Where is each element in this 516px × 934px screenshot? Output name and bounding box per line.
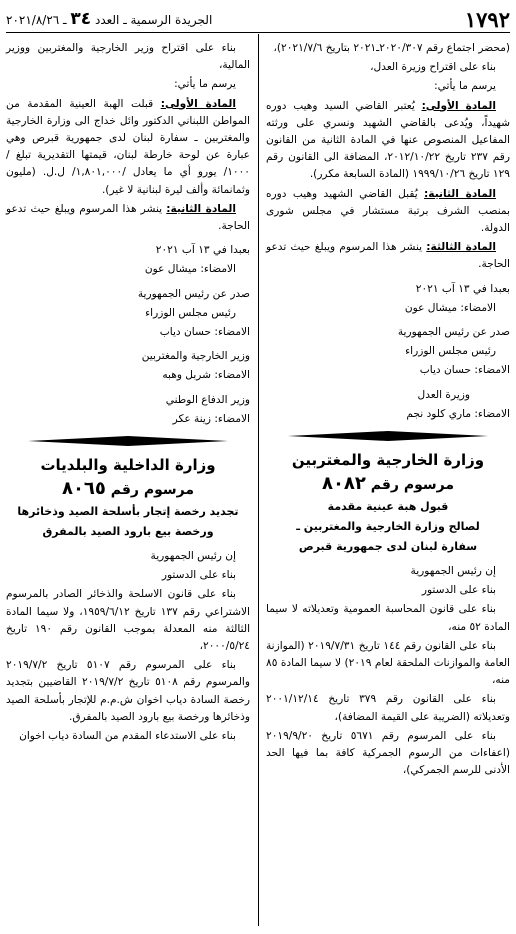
defense-minister-title: وزير الدفاع الوطني [165, 393, 250, 406]
legal-basis: بناء على القانون رقم ١٤٤ تاريخ ٢٠١٩/٧/٣١ (الموازنة العامة والموازنات الملحقة لعام ٢٠١٩) لا سيما المادة ٨٥ منه، [266, 639, 510, 687]
based-on-proposal: بناء على اقتراح وزيرة العدل، [370, 61, 496, 74]
legal-basis: بناء على المرسوم رقم ٥١٠٧ تاريخ ٢٠١٩/٧/٢ والمرسوم رقم ٥١٠٨ تاريخ ٢٠١٩/٧/٢ القاضيين بتجديد رخصة السادة دياب اخوان ش.م.م للإتجار بأسلحة الصيد وذخائرها ورخصة بيع بارود الصيد بالمفرق. [6, 659, 250, 723]
decree-subject-line: تجديد رخصة إتجار بأسلحة الصيد وذخائرها [17, 505, 239, 519]
foreign-minister-signature: الامضاء: شربل وهبه [162, 369, 250, 382]
minister-signature: الامضاء: ماري كلود نجم [406, 407, 510, 420]
article-label: المادة الأولى: [421, 99, 496, 112]
section-separator [6, 430, 250, 452]
minister-title: وزيرة العدل [417, 388, 470, 401]
decree-number: ٨٠٦٥ [61, 478, 106, 500]
decree-heading [6, 478, 250, 501]
article-2 [6, 201, 250, 235]
issued-by: صدر عن رئيس الجمهورية [137, 287, 250, 300]
section-separator [266, 425, 510, 447]
pm-title: رئيس مجلس الوزراء [405, 345, 496, 358]
decree-subject-line: لصالح وزارة الخارجية والمغتربين ـ [296, 520, 480, 534]
pm-title: رئيس مجلس الوزراء [145, 306, 236, 319]
article-text: يُقبل القاضي الشهيد وهيب دوره بمنصب الشرف برتبة مستشار في مجلس شورى الدولة. [266, 187, 510, 235]
ministry-heading: وزارة الخارجية والمغتربين [291, 451, 485, 470]
running-head [6, 9, 212, 29]
article-label: المادة الثانية: [166, 202, 236, 215]
decrees-line: يرسم ما يأتي: [434, 80, 496, 93]
based-on-proposal: بناء على اقتراح وزير الخارجية والمغتربين ووزير المالية، [6, 42, 250, 72]
article-1 [6, 96, 250, 199]
page-header [6, 6, 510, 33]
article-3 [266, 239, 510, 273]
date-line: بعبدا في ١٣ آب ٢٠٢١ [155, 244, 250, 257]
meeting-minutes-line: (محضر اجتماع رقم ٢٠٢٠/٣٠٧ـ٢٠٢١ بتاريخ ٢٠٢١/٧/٦)، [273, 42, 510, 54]
decree-subject-line: قبول هبة عينية مقدمة [327, 500, 449, 514]
legal-basis: بناء على القانون رقم ٣٧٩ تاريخ ٢٠٠١/١٢/١٤ وتعديلاته (الضريبة على القيمة المضافة)، [266, 693, 510, 723]
article-text: ينشر هذا المرسوم ويبلغ حيث تدعو الحاجة. [6, 202, 250, 233]
president-line: إن رئيس الجمهورية [410, 565, 496, 578]
legal-basis: بناء على الاستدعاء المقدم من السادة دياب اخوان [19, 730, 236, 743]
article-label: المادة الثانية: [424, 187, 496, 200]
left-column [6, 40, 250, 747]
constitution-line: بناء على الدستور [421, 584, 496, 597]
ministry-heading: وزارة الداخلية والبلديات [40, 456, 216, 475]
article-text: قبلت الهبة العينية المقدمة من المواطن اللبناني الدكتور وائل خداج الى وزارة الخارجية والمغتربين ـ سفارة لبنان لدى جمهورية قبرص وهي عبارة عن لوحة خارطة لبنان، قيمتها التقديرية تبلغ /١٠٠٠/ يورو أي ما يعادل /١,٨٠١,٠٠٠/ ل.ل. (مليون وثمانمائة وألف ليرة لبنانية لا غير). [6, 97, 250, 196]
right-column [266, 40, 510, 782]
gazette-title: الجريدة الرسمية ـ العدد [94, 13, 213, 27]
president-signature: الامضاء: ميشال عون [404, 301, 496, 314]
article-label: المادة الثالثة: [426, 241, 496, 254]
legal-basis: بناء على المرسوم رقم ٥٦٧١ تاريخ ٢٠١٩/٩/٢٠ (اعفاءات من الرسوم الجمركية كافة بما فيها الحد الأدنى للرسم الجمركي)، [266, 729, 510, 777]
decree-subject-line: ورخصة بيع بارود الصيد بالمفرق [42, 525, 214, 539]
column-divider [258, 34, 259, 926]
foreign-minister-title: وزير الخارجية والمغتربين [141, 350, 250, 363]
article-text: ينشر هذا المرسوم ويبلغ حيث تدعو الحاجة. [266, 241, 510, 271]
legal-basis: بناء على قانون الاسلحة والذخائر الصادر بالمرسوم الاشتراعي رقم ١٣٧ تاريخ ١٩٥٩/٦/١٢، ولا سيما المادة الثالثة منه المعدلة بموجب القانون رقم ١٩٠ تاريخ ٢٠٠٠/٥/٢٤، [6, 588, 251, 653]
article-text: يُعتبر القاضي السيد وهيب دوره شهيداً، ويُدعى بالقاضي الشهيد ونسري على ورثته المفاعيل المنصوص عنها في المادة الثانية من القانون رقم ٢٣٧ تاريخ ٢٠١٢/١٠/٢٢، المضافة الى القانون رقم ١٢٩ تاريخ ١٩٩٩/١٠/٢٦ (المادة السابعة مكرر). [266, 99, 510, 181]
date-line: بعبدا في ١٣ آب ٢٠٢١ [415, 282, 510, 295]
issue-date: ـ ٢٠٢١/٨/٢٦ [6, 13, 67, 27]
legal-basis: بناء على قانون المحاسبة العمومية وتعديلاته لا سيما المادة ٥٢ منه، [266, 603, 510, 633]
issue-number: ٣٤ [70, 9, 92, 29]
decree-number: ٨٠٨٢ [321, 473, 366, 495]
page-number: ١٧٩٢ [464, 6, 510, 32]
decree-subject-line: سفارة لبنان لدى جمهورية قبرص [298, 540, 478, 554]
president-line: إن رئيس الجمهورية [150, 550, 236, 563]
decrees-line: يرسم ما يأتي: [174, 78, 236, 91]
constitution-line: بناء على الدستور [161, 569, 236, 582]
decree-heading [266, 473, 510, 496]
defense-minister-signature: الامضاء: زينة عكر [172, 412, 250, 425]
decree-label: مرسوم رقم [110, 482, 195, 499]
article-1 [266, 98, 510, 184]
article-2 [266, 186, 510, 238]
president-signature: الامضاء: ميشال عون [144, 263, 236, 276]
pm-signature: الامضاء: حسان دياب [419, 364, 510, 377]
pm-signature: الامضاء: حسان دياب [159, 326, 250, 339]
issued-by: صدر عن رئيس الجمهورية [397, 326, 510, 339]
decree-label: مرسوم رقم [370, 477, 455, 494]
article-label: المادة الأولى: [160, 97, 237, 110]
